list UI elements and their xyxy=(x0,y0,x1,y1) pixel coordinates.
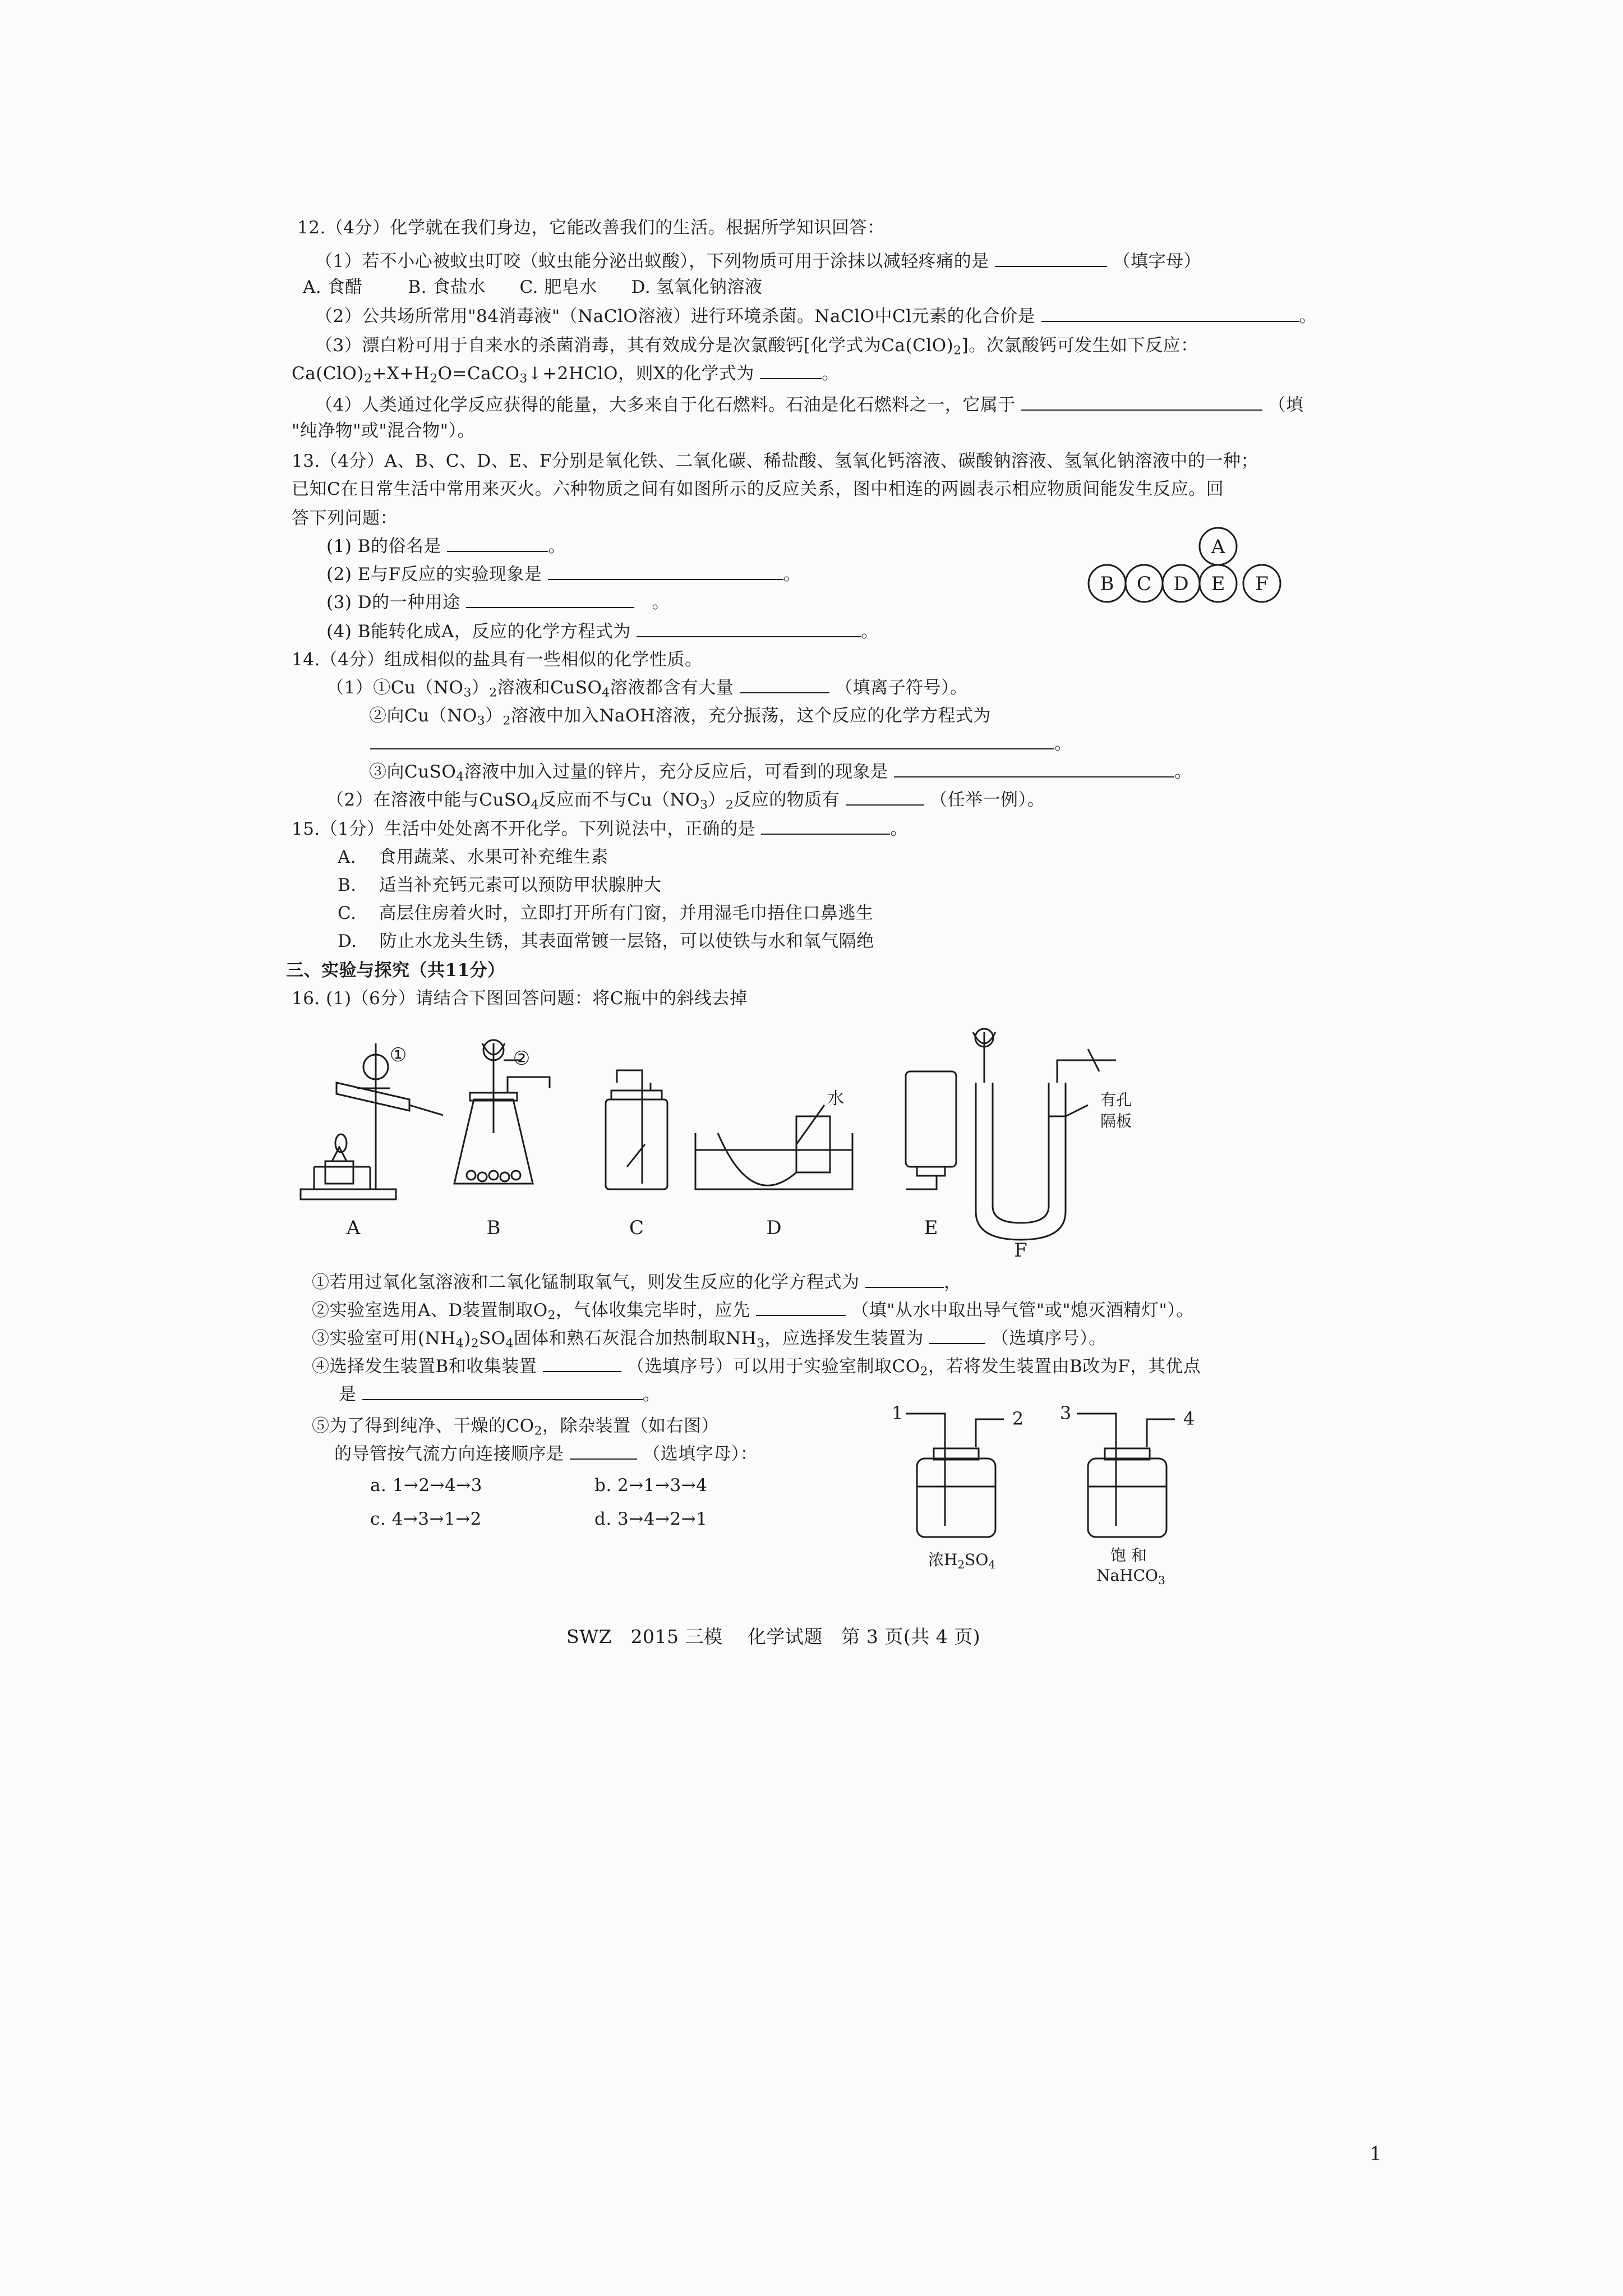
q16-answer-blank-3[interactable] xyxy=(929,1328,985,1344)
q14-part1b-answer: 。 xyxy=(370,733,1072,755)
q16-answer-blank-6[interactable] xyxy=(570,1444,637,1460)
q16-sub4b: 是 。 xyxy=(339,1384,661,1405)
q12-option-d: D. 氢氧化钠溶液 xyxy=(631,277,763,297)
q12-part3b: $Ca(ClO)_2+X+H_2O=CaCO_3↓+2HClO$，则X的化学式为 。 xyxy=(292,364,840,386)
q12-stem: 12.（4分）化学就在我们身边，它能改善我们的生活。根据所学知识回答： xyxy=(297,218,885,238)
perforated-plate-label-2: 隔板 xyxy=(1100,1112,1132,1130)
q15-option-b: B. 适当补充钙元素可以预防甲状腺肿大 xyxy=(338,875,662,895)
q16-choice-c: c. 4→3→1→2 xyxy=(370,1509,482,1529)
apparatus-e xyxy=(906,1071,956,1189)
q14-part1b: ②向$Cu(NO_3)_2$溶液中加入NaOH溶液，充分振荡，这个反应的化学方程式为 xyxy=(369,706,991,728)
q16-purification-bottles-figure xyxy=(886,1402,1234,1587)
apparatus-label-e: E xyxy=(924,1217,938,1239)
q13-answer-blank-1[interactable] xyxy=(447,536,548,552)
marker-1: ① xyxy=(389,1044,407,1066)
q12-part1: （1）若不小心被蚊虫叮咬（蚊虫能分泌出蚁酸），下列物质可用于涂抹以减轻疼痛的是 （填字母） xyxy=(315,251,1201,272)
water-label: 水 xyxy=(827,1089,844,1108)
bottle2-label-line2: NaHCO$_3$ xyxy=(1096,1566,1165,1587)
apparatus-label-b: B xyxy=(486,1217,501,1239)
q12-answer-blank-3[interactable] xyxy=(760,364,822,379)
q16-answer-blank-4[interactable] xyxy=(543,1356,621,1372)
q13-answer-blank-3[interactable] xyxy=(466,592,634,608)
q14-part2: （2）在溶液中能与CuSO$_4$反应而不与$Cu(NO_3)_2$反应的物质有 （任举一例）。 xyxy=(326,790,1045,812)
bottle2-label-line1: 饱 和 xyxy=(1110,1546,1147,1565)
apparatus-a xyxy=(301,1043,443,1199)
q13-answer-blank-2[interactable] xyxy=(548,564,783,580)
q14-stem: 14.（4分）组成相似的盐具有一些相似的化学性质。 xyxy=(292,650,703,670)
q16-answer-blank-5[interactable] xyxy=(362,1384,643,1400)
q13-part1: (1) B的俗名是 。 xyxy=(326,536,566,556)
q14-answer-blank-1[interactable] xyxy=(740,678,829,693)
q16-choice-a: a. 1→2→4→3 xyxy=(370,1475,483,1496)
bottle1-label: 浓$H_2SO_4$ xyxy=(928,1550,996,1571)
q14-answer-blank-3[interactable] xyxy=(894,762,1174,777)
q16-answer-blank-2[interactable] xyxy=(756,1300,846,1316)
q13-reaction-circle-diagram xyxy=(1082,522,1312,611)
q14-answer-blank-4[interactable] xyxy=(846,790,924,806)
apparatus-d xyxy=(695,1105,852,1189)
q16-sub5a: ⑤为了得到纯净、干燥的$CO_2$，除杂装置（如右图） xyxy=(312,1416,719,1438)
q12-option-c: C. 肥皂水 xyxy=(519,277,597,297)
q16-sub2: ②实验室选用A、D装置制取$O_2$，气体收集完毕时，应先 （填"从水中取出导气管"或"熄灭酒精灯"）。 xyxy=(312,1300,1194,1323)
q13-stem-3: 答下列问题： xyxy=(292,508,398,528)
apparatus-label-d: D xyxy=(766,1217,782,1239)
apparatus-label-c: C xyxy=(629,1217,644,1239)
q15-option-c: C. 高层住房着火时，立即打开所有门窗，并用湿毛巾捂住口鼻逃生 xyxy=(338,903,874,923)
q12-part2: （2）公共场所常用"84消毒液"（NaClO溶液）进行环境杀菌。NaClO中Cl元素的化合价是 。 xyxy=(315,306,1317,326)
apparatus-label-a: A xyxy=(346,1217,361,1239)
page-footer: SWZ 2015 三模 化学试题 第 3 页(共 4 页) xyxy=(566,1626,981,1648)
q14-part1a: $(1)①Cu(NO_3)_2$溶液和CuSO$_4$溶液都含有大量 （填离子符号）。 xyxy=(326,678,968,700)
q12-option-a: A. 食醋 xyxy=(303,277,363,297)
q16-sub5b: 的导管按气流方向连接顺序是 （选填字母）： xyxy=(334,1444,758,1464)
perforated-plate-label-1: 有孔 xyxy=(1100,1091,1132,1109)
q14-part1c: ③向CuSO$_4$溶液中加入过量的锌片，充分反应后，可看到的现象是 。 xyxy=(369,762,1192,784)
q12-options xyxy=(303,276,763,298)
q12-answer-blank-2[interactable] xyxy=(1041,306,1299,322)
circle-label-e: E xyxy=(1211,573,1225,595)
q16-sub3: ③实验室可用$(NH_4)_2SO_4$固体和熟石灰混合加热制取$NH_3$，应选择发生装置为 （选填序号）。 xyxy=(312,1328,1106,1351)
port-label-2: 2 xyxy=(1012,1408,1024,1429)
q12-part4b: "纯净物"或"混合物"）。 xyxy=(292,421,476,441)
port-label-4: 4 xyxy=(1183,1408,1195,1429)
apparatus-c xyxy=(606,1070,667,1189)
apparatus-label-f: F xyxy=(1014,1239,1027,1262)
bottle-saturated-nahco3 xyxy=(1077,1414,1175,1537)
q16-apparatus-figure xyxy=(292,1021,1166,1262)
q15-option-a: A. 食用蔬菜、水果可补充维生素 xyxy=(338,847,608,867)
q15-answer-blank[interactable] xyxy=(761,819,890,835)
circle-label-c: C xyxy=(1136,573,1152,595)
apparatus-b xyxy=(454,1040,550,1184)
q16-sub4a: ④选择发生装置B和收集装置 （选填序号）可以用于实验室制取$CO_2$，若将发生装置由B改为F，其优点 xyxy=(312,1356,1201,1379)
circle-label-d: D xyxy=(1173,573,1189,595)
q13-answer-blank-4[interactable] xyxy=(637,622,861,637)
q16-stem: 16. (1)（6分）请结合下图回答问题：将C瓶中的斜线去掉 xyxy=(292,988,748,1009)
q13-stem-2: 已知C在日常生活中常用来灭火。六种物质之间有如图所示的反应关系，图中相连的两圆表示相应物质间能发生反应。回 xyxy=(292,479,1224,499)
q16-sub1: ①若用过氧化氢溶液和二氧化锰制取氧气，则发生反应的化学方程式为 ， xyxy=(312,1272,962,1292)
q12-answer-blank-4[interactable] xyxy=(1021,395,1262,411)
page-number: 1 xyxy=(1370,2143,1382,2165)
circle-label-f: F xyxy=(1255,573,1269,595)
circle-label-a: A xyxy=(1211,536,1225,558)
q12-answer-blank-1[interactable] xyxy=(995,251,1107,267)
q15-option-d: D. 防止水龙头生锈，其表面常镀一层铬，可以使铁与水和氧气隔绝 xyxy=(338,931,874,951)
circle-label-b: B xyxy=(1100,573,1114,595)
section-3-heading: 三、实验与探究（共11分） xyxy=(286,960,505,981)
q12-part4a: （4）人类通过化学反应获得的能量，大多来自于化石燃料。石油是化石燃料之一，它属于 （填 xyxy=(315,395,1304,415)
port-label-3: 3 xyxy=(1059,1402,1072,1424)
marker-2: ② xyxy=(513,1047,531,1070)
port-label-1: 1 xyxy=(891,1402,903,1424)
bottle-concentrated-h2so4 xyxy=(906,1414,1004,1537)
q13-part3: (3) D的一种用途 。 xyxy=(326,592,670,613)
q16-answer-blank-1[interactable] xyxy=(865,1272,944,1288)
q13-part2: (2) E与F反应的实验现象是 。 xyxy=(326,564,801,585)
q12-option-b: B. 食盐水 xyxy=(408,277,486,297)
q15-stem: 15.（1分）生活中处处离不开化学。下列说法中，正确的是 。 xyxy=(292,819,908,839)
q14-answer-blank-2[interactable] xyxy=(370,734,1054,749)
q16-choice-b: b. 2→1→3→4 xyxy=(594,1475,708,1496)
q13-stem-1: 13.（4分）A、B、C、D、E、F分别是氧化铁、二氧化碳、稀盐酸、氢氧化钙溶液、碳酸钠溶液、氢氧化钠溶液中的一种； xyxy=(292,451,1258,471)
q13-part4: (4) B能转化成A，反应的化学方程式为 。 xyxy=(326,622,879,642)
q12-part3a: （3）漂白粉可用于自来水的杀菌消毒，其有效成分是次氯酸钙[化学式为$Ca(ClO)_2$]。次氯酸钙可发生如下反应： xyxy=(315,335,1198,358)
apparatus-f xyxy=(973,1029,1116,1240)
q16-choice-d: d. 3→4→2→1 xyxy=(594,1509,708,1529)
